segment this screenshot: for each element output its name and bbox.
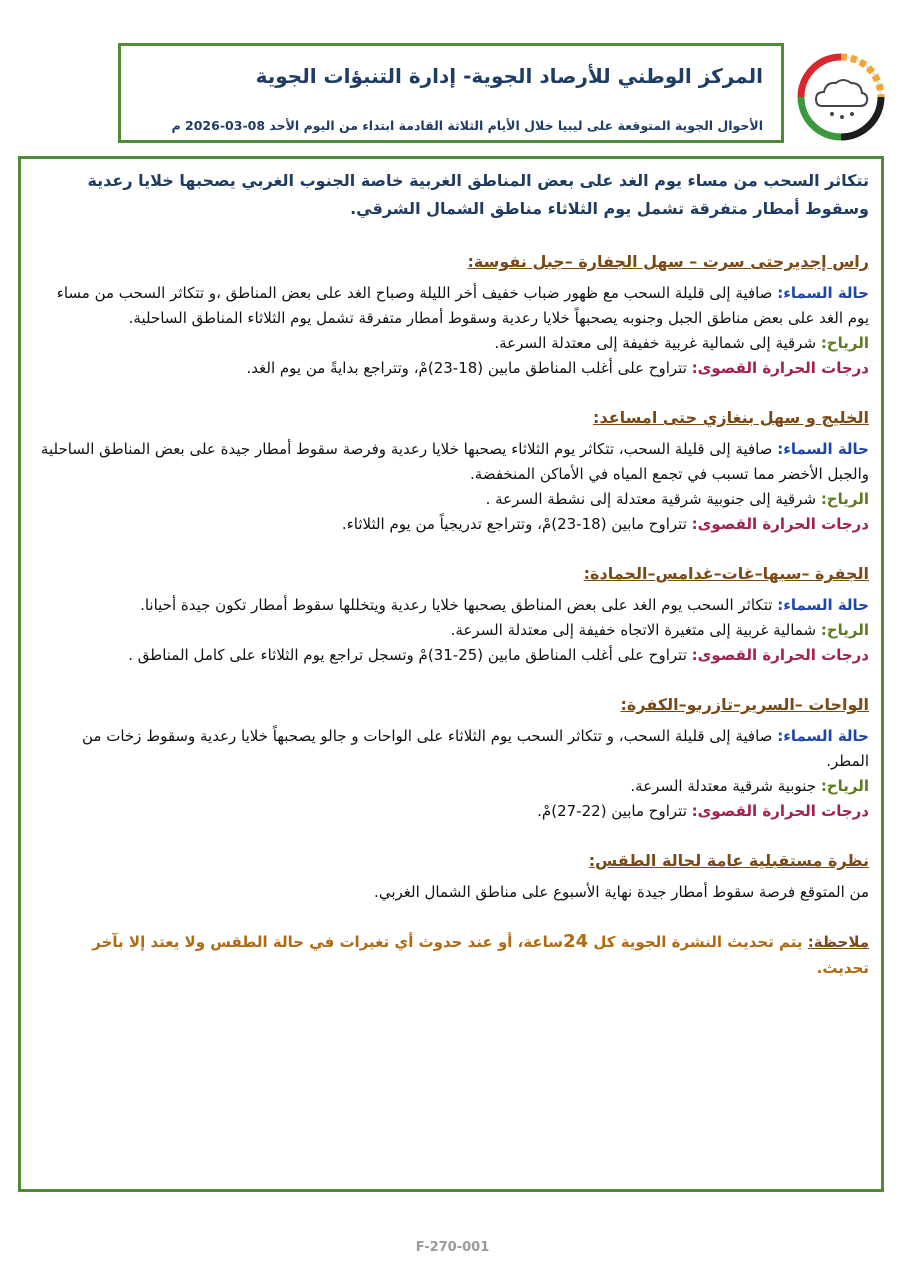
- sky-label: حالة السماء:: [777, 596, 869, 614]
- wind-text: شرقية إلى شمالية غربية خفيفة إلى معتدلة السرعة.: [494, 334, 817, 352]
- update-note: [35, 929, 869, 981]
- ncm-logo-icon: [796, 52, 886, 142]
- temp-line: [35, 799, 869, 824]
- sky-label: حالة السماء:: [777, 727, 869, 745]
- wind-text: جنوبية شرقية معتدلة السرعة.: [630, 777, 817, 795]
- forecast-content: [35, 167, 869, 996]
- temp-line: [35, 356, 869, 381]
- temp-line: [35, 643, 869, 668]
- page-title: المركز الوطني للأرصاد الجوية- إدارة التنبؤات الجوية: [255, 64, 763, 88]
- region-title: راس إجديرحتى سرت – سهل الجفارة –جبل نفوسة:: [467, 252, 869, 271]
- sky-line: [35, 593, 869, 618]
- temp-text: تتراوح على أغلب المناطق مابين (25-31)مْ وتسجل تراجع يوم الثلاثاء على كامل المناطق .: [128, 646, 687, 664]
- wind-line: [35, 331, 869, 356]
- sky-line: [35, 281, 869, 331]
- wind-label: الرياح:: [820, 777, 869, 795]
- wind-text: شرقية إلى جنوبية شرقية معتدلة إلى نشطة السرعة .: [485, 490, 817, 508]
- note-text-before: يتم تحديث النشرة الجوية كل: [593, 933, 803, 951]
- note-text-after: ساعة، أو عند حدوث أي تغيرات في حالة الطقس ولا يعتد إلا بآخر تحديث.: [92, 933, 869, 977]
- temp-line: [35, 512, 869, 537]
- general-summary: تتكاثر السحب من مساء يوم الغد على بعض المناطق الغربية خاصة الجنوب الغربي يصحبها خلايا رعدية وسقوط أمطار متفرقة تشمل يوم الثلاثاء مناطق الشمال الشرقي.: [87, 171, 869, 218]
- wind-line: [35, 774, 869, 799]
- region-title: الخليج و سهل بنغازي حتى امساعد:: [593, 408, 869, 427]
- sky-label: حالة السماء:: [777, 440, 869, 458]
- sky-line: [35, 437, 869, 487]
- wind-line: [35, 618, 869, 643]
- sky-text: صافية إلى قليلة السحب، و تتكاثر السحب يوم الثلاثاء على الواحات و جالو يصحبهاً خلايا رعدية وسقوط زخات من المطر.: [82, 727, 869, 770]
- region-section: [35, 561, 869, 668]
- outlook-title: نظرة مستقبلية عامة لحالة الطقس:: [588, 851, 869, 870]
- forecast-body-box: [18, 156, 884, 1192]
- form-code: F-270-001: [415, 1240, 490, 1255]
- sky-label: حالة السماء:: [777, 284, 869, 302]
- outlook-section: [35, 848, 869, 905]
- temp-label: درجات الحرارة القصوى:: [691, 359, 869, 377]
- sky-line: [35, 724, 869, 774]
- outlook-text: من المتوقع فرصة سقوط أمطار جيدة نهاية الأسبوع على مناطق الشمال الغربي.: [374, 883, 869, 901]
- region-section: [35, 405, 869, 537]
- forecast-subtitle: الأحوال الجوية المتوقعة على ليبيا خلال الأيام الثلاثة القادمة ابتداء من اليوم الأحد 08-03-2026 م: [171, 118, 763, 133]
- region-title: الجفرة –سبها–غات–غدامس–الحمادة:: [583, 564, 869, 583]
- temp-label: درجات الحرارة القصوى:: [691, 515, 869, 533]
- temp-text: تتراوح مابين (18-23)مْ، وتتراجع تدريجياً من يوم الثلاثاء.: [341, 515, 687, 533]
- temp-label: درجات الحرارة القصوى:: [691, 646, 869, 664]
- wind-line: [35, 487, 869, 512]
- temp-text: تتراوح على أغلب المناطق مابين (18-23)مْ، وتتراجع بدايةً من يوم الغد.: [246, 359, 687, 377]
- region-title: الواحات –السرير–تازربو–الكفرة:: [620, 695, 869, 714]
- wind-label: الرياح:: [820, 621, 869, 639]
- region-section: [35, 249, 869, 381]
- header-box: [118, 43, 784, 143]
- note-hours: 24: [563, 931, 589, 952]
- sky-text: تتكاثر السحب يوم الغد على بعض المناطق يصحبها خلايا رعدية ويتخللها سقوط أمطار تكون جيدة أحيانا.: [140, 596, 773, 614]
- wind-label: الرياح:: [820, 490, 869, 508]
- note-label: ملاحظة:: [807, 933, 869, 951]
- sky-text: صافية إلى قليلة السحب مع ظهور ضباب خفيف أخر الليلة وصباح الغد على بعض المناطق ،و تتكاثر السحب من مساء يوم الغد على بعض مناطق الجبل وجنوبه يصحبهاً خلايا رعدية وسقوط أمطار متفرقة تشمل يوم الثلاثاء المناطق الساحلية.: [56, 284, 869, 327]
- wind-label: الرياح:: [820, 334, 869, 352]
- temp-text: تتراوح مابين (22-27)مْ.: [537, 802, 687, 820]
- wind-text: شمالية غربية إلى متغيرة الاتجاه خفيفة إلى معتدلة السرعة.: [450, 621, 817, 639]
- sky-text: صافية إلى قليلة السحب، تتكاثر يوم الثلاثاء يصحبها خلايا رعدية وفرصة سقوط أمطار جيدة على بعض المناطق الساحلية والجبل الأخضر مما تسبب في تجمع المياه في الأماكن المنخفضة.: [40, 440, 869, 483]
- region-section: [35, 692, 869, 824]
- temp-label: درجات الحرارة القصوى:: [691, 802, 869, 820]
